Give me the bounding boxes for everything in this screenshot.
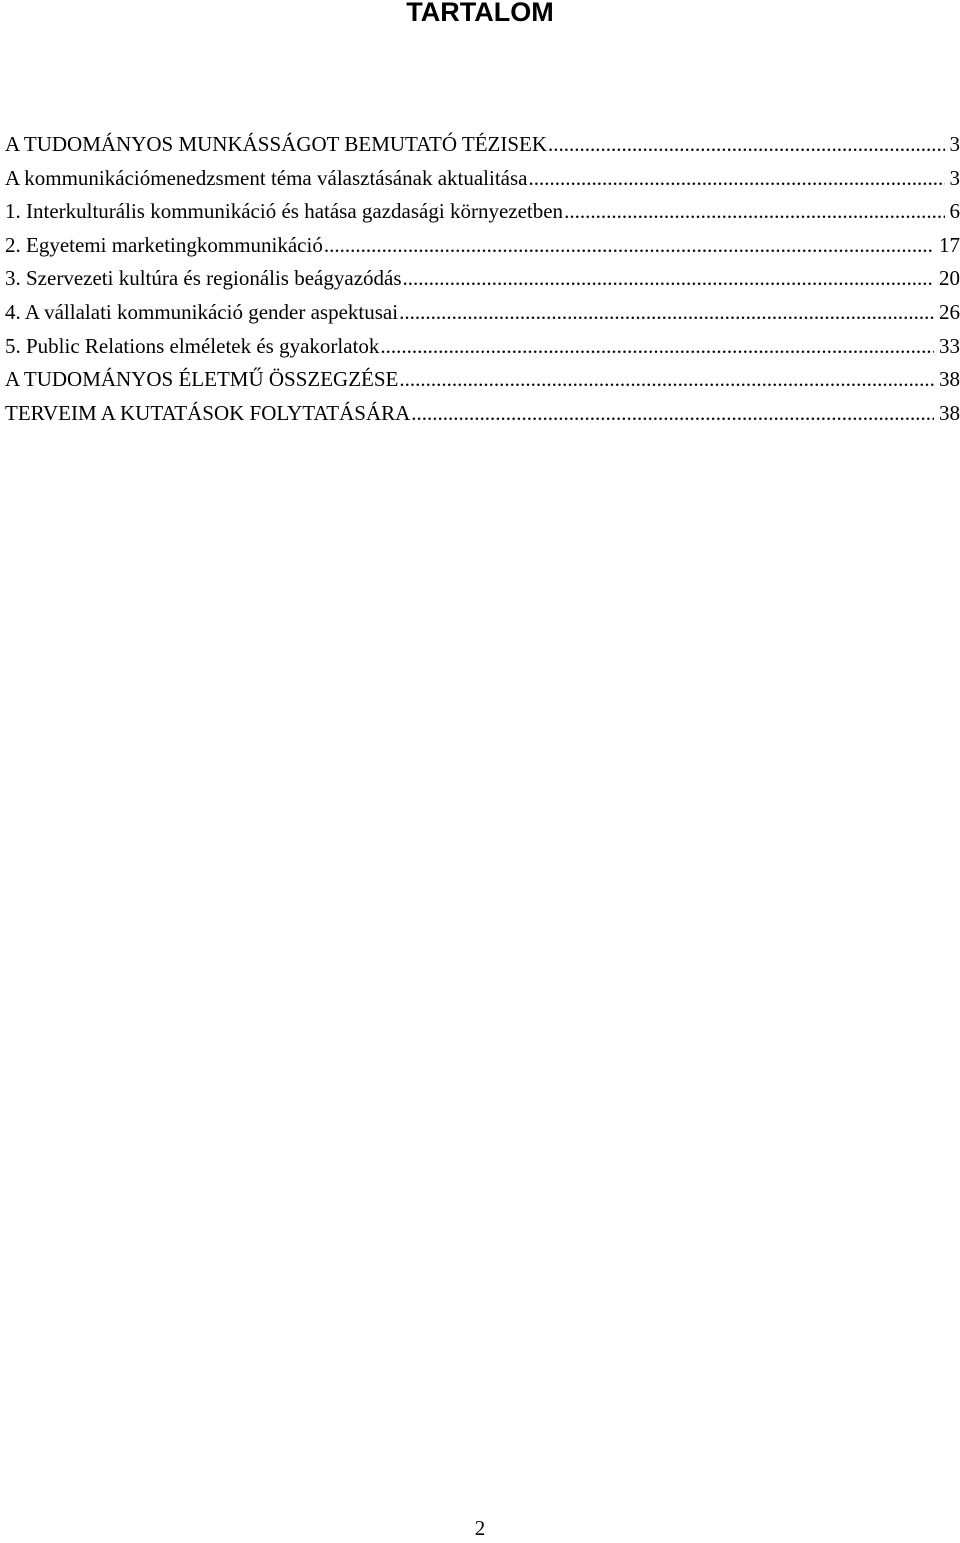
toc-entry-page: 17 [939, 232, 960, 257]
toc-entry-label: A kommunikációmenedzsment téma választásának aktualitása [5, 165, 528, 190]
toc-entry-page: 20 [939, 266, 960, 291]
toc-entry-page: 3 [949, 165, 960, 190]
toc-entry-page: 33 [939, 333, 960, 358]
toc-dot-leader [548, 128, 944, 162]
toc-entry[interactable] [5, 128, 960, 162]
toc-entry-page: 3 [949, 132, 960, 156]
toc-entry-label: 5. Public Relations elméletek és gyakorlatok [5, 333, 380, 358]
page-title: TARTALOM [406, 0, 554, 27]
toc-entry-label: 3. Szervezeti kultúra és regionális beágyazódás [5, 266, 402, 291]
toc-dot-leader [399, 363, 934, 397]
toc-entry[interactable] [5, 296, 960, 330]
toc-entry-label: A TUDOMÁNYOS ÉLETMŰ ÖSSZEGZÉSE [5, 367, 399, 392]
toc-entry-label: A TUDOMÁNYOS MUNKÁSSÁGOT BEMUTATÓ TÉZISEK [5, 132, 548, 156]
toc-dot-leader [380, 330, 934, 364]
toc-entry-label: 2. Egyetemi marketingkommunikáció [5, 232, 323, 257]
toc-entry[interactable] [5, 162, 960, 196]
toc-entry[interactable] [5, 397, 960, 431]
toc-dot-leader [529, 162, 945, 196]
toc-entry[interactable] [5, 195, 960, 229]
toc-dot-leader [399, 296, 934, 330]
toc-dot-leader [564, 195, 944, 229]
toc-entry-page: 38 [939, 400, 960, 425]
toc-entry[interactable] [5, 229, 960, 263]
toc-entry-page: 6 [949, 199, 960, 224]
page-number: 2 [474, 1516, 486, 1540]
toc-dot-leader [411, 397, 934, 431]
toc-entry[interactable] [5, 262, 960, 296]
toc-dot-leader [403, 262, 934, 296]
toc-entry[interactable] [5, 363, 960, 397]
toc-entry-label: 1. Interkulturális kommunikáció és hatása gazdasági környezetben [5, 199, 564, 224]
toc-entry[interactable] [5, 330, 960, 364]
toc-entry-label: 4. A vállalati kommunikáció gender aspektusai [5, 299, 399, 324]
toc-entry-page: 26 [939, 299, 960, 324]
toc-dot-leader [324, 229, 934, 263]
table-of-contents [5, 128, 960, 430]
toc-entry-page: 38 [939, 367, 960, 392]
toc-entry-label: TERVEIM A KUTATÁSOK FOLYTATÁSÁRA [5, 400, 411, 425]
